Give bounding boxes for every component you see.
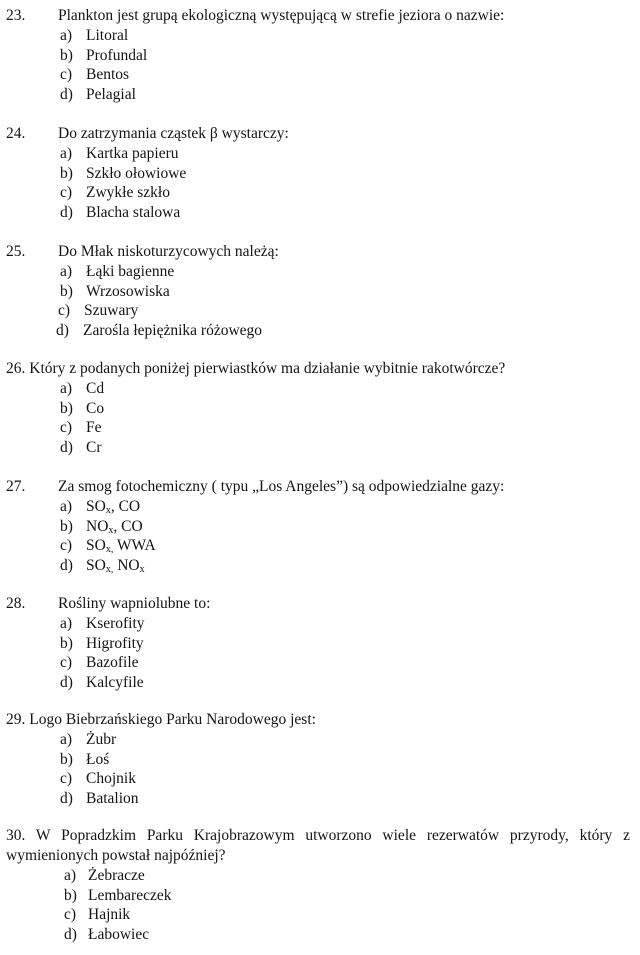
option-letter: a) bbox=[64, 867, 77, 884]
answer-option-b bbox=[0, 399, 640, 419]
question-27 bbox=[0, 477, 640, 575]
option-text: Bazofile bbox=[86, 654, 139, 671]
answer-option-b bbox=[0, 750, 640, 770]
option-letter: b) bbox=[60, 282, 73, 300]
option-text: Zarośla łepiężnika różowego bbox=[83, 321, 263, 339]
question-number: 28. bbox=[6, 595, 26, 612]
question-text: Do zatrzymania cząstek β wystarczy: bbox=[58, 125, 289, 142]
option-text: $SO_{x,}$ $NO_x$ bbox=[86, 556, 145, 575]
option-text: Kartka papieru bbox=[86, 145, 179, 162]
answer-option-c bbox=[0, 301, 640, 321]
option-letter: c) bbox=[58, 302, 71, 319]
question-header bbox=[0, 826, 640, 846]
question-number: 27. bbox=[6, 478, 26, 495]
question-number: 30. bbox=[6, 827, 26, 844]
option-text: Batalion bbox=[86, 789, 139, 807]
question-23 bbox=[0, 6, 640, 104]
option-text: Hajnik bbox=[88, 906, 131, 923]
answer-option-a bbox=[0, 262, 640, 282]
option-letter: c) bbox=[64, 906, 77, 923]
option-text: Fe bbox=[86, 419, 102, 436]
question-text: Do Młak niskoturzycowych należą: bbox=[58, 243, 279, 260]
option-letter: d) bbox=[60, 556, 73, 574]
question-header bbox=[0, 242, 640, 262]
answer-option-d bbox=[0, 203, 640, 223]
answer-option-a bbox=[0, 614, 640, 634]
option-text: Kalcyfile bbox=[86, 673, 144, 691]
answer-option-c bbox=[0, 769, 640, 789]
option-text: Łąki bagienne bbox=[86, 263, 175, 280]
question-text: Plankton jest grupą ekologiczną występującą w strefie jeziora o nazwie: bbox=[58, 7, 505, 24]
answer-option-d bbox=[0, 556, 640, 576]
answer-option-c bbox=[0, 418, 640, 438]
question-number: 23. bbox=[6, 7, 26, 24]
option-text: Szkło ołowiowe bbox=[86, 164, 187, 182]
question-text-line-1: W Popradzkim Parku Krajobrazowym utworzono wiele rezerwatów przyrody, który z bbox=[35, 827, 630, 844]
option-letter: a) bbox=[60, 731, 73, 748]
question-number: 29. bbox=[6, 711, 26, 728]
question-number: 25. bbox=[6, 243, 26, 260]
option-text: Wrzosowiska bbox=[86, 282, 170, 300]
question-header bbox=[0, 124, 640, 144]
answer-option-b bbox=[0, 282, 640, 302]
option-text: Łoś bbox=[86, 750, 110, 768]
option-text: $NO_x$, CO bbox=[86, 517, 143, 536]
option-text: Pelagial bbox=[86, 85, 136, 103]
option-letter: d) bbox=[60, 673, 73, 691]
option-letter: c) bbox=[60, 770, 73, 787]
option-letter: d) bbox=[60, 85, 73, 103]
question-text: Który z podanych poniżej pierwiastków ma działanie wybitnie rakotwórcze? bbox=[29, 360, 506, 377]
answer-option-a bbox=[0, 379, 640, 399]
question-header bbox=[0, 710, 640, 730]
option-letter: a) bbox=[60, 615, 73, 632]
option-letter: d) bbox=[60, 203, 73, 221]
answer-option-a bbox=[0, 497, 640, 517]
option-text: Łabowiec bbox=[88, 925, 150, 943]
answer-option-c bbox=[0, 65, 640, 85]
question-header bbox=[0, 477, 640, 497]
answer-option-a bbox=[0, 26, 640, 46]
answer-option-a bbox=[0, 144, 640, 164]
question-25 bbox=[0, 242, 640, 340]
option-text: Litoral bbox=[86, 27, 129, 44]
question-26 bbox=[0, 359, 640, 457]
question-text-continuation bbox=[0, 846, 640, 866]
answer-option-c bbox=[0, 905, 640, 925]
option-letter: a) bbox=[60, 145, 73, 162]
option-letter: c) bbox=[60, 184, 73, 201]
answer-option-c bbox=[0, 183, 640, 203]
option-text: Chojnik bbox=[86, 770, 136, 787]
option-text: Cr bbox=[86, 438, 102, 456]
option-text: Blacha stalowa bbox=[86, 203, 181, 221]
question-29 bbox=[0, 710, 640, 808]
question-number: 24. bbox=[6, 125, 26, 142]
answer-option-b bbox=[0, 164, 640, 184]
answer-option-d bbox=[0, 321, 640, 341]
option-text: Szuwary bbox=[84, 302, 139, 319]
answer-option-d bbox=[0, 789, 640, 809]
answer-option-b bbox=[0, 46, 640, 66]
question-text: Rośliny wapniolubne to: bbox=[58, 595, 211, 612]
question-header bbox=[0, 594, 640, 614]
option-text: Lembareczek bbox=[88, 886, 172, 904]
answer-option-a bbox=[0, 866, 640, 886]
option-letter: d) bbox=[56, 321, 69, 339]
answer-option-d bbox=[0, 673, 640, 693]
option-letter: b) bbox=[60, 517, 73, 535]
answer-option-b bbox=[0, 517, 640, 537]
option-text: Cd bbox=[86, 380, 105, 397]
answer-option-d bbox=[0, 85, 640, 105]
option-letter: b) bbox=[60, 634, 73, 652]
option-letter: d) bbox=[64, 925, 77, 943]
option-letter: a) bbox=[60, 498, 73, 515]
option-text: Co bbox=[86, 399, 105, 417]
option-text: Bentos bbox=[86, 66, 130, 83]
option-letter: a) bbox=[60, 380, 73, 397]
option-text: Żebracze bbox=[88, 867, 145, 884]
option-letter: d) bbox=[60, 438, 73, 456]
option-letter: b) bbox=[60, 164, 73, 182]
option-letter: c) bbox=[60, 66, 73, 83]
option-letter: d) bbox=[60, 789, 73, 807]
option-text: $SO_x$, CO bbox=[86, 498, 141, 516]
question-text-line-2: wymienionych powstał najpóźniej? bbox=[6, 847, 226, 864]
question-30 bbox=[0, 826, 640, 944]
option-letter: b) bbox=[60, 399, 73, 417]
option-letter: a) bbox=[60, 27, 73, 44]
question-28 bbox=[0, 594, 640, 692]
option-text: Higrofity bbox=[86, 634, 144, 652]
option-letter: c) bbox=[60, 537, 73, 554]
answer-option-d bbox=[0, 438, 640, 458]
option-text: $SO_{x,}$ WWA bbox=[86, 537, 156, 555]
option-letter: b) bbox=[60, 46, 73, 64]
option-text: Profundal bbox=[86, 46, 148, 64]
answer-option-a bbox=[0, 730, 640, 750]
option-text: Zwykłe szkło bbox=[86, 184, 170, 201]
option-letter: b) bbox=[64, 886, 77, 904]
answer-option-b bbox=[0, 886, 640, 906]
question-header bbox=[0, 359, 640, 379]
question-header bbox=[0, 6, 640, 26]
answer-option-b bbox=[0, 634, 640, 654]
option-letter: b) bbox=[60, 750, 73, 768]
option-letter: c) bbox=[60, 654, 73, 671]
option-letter: a) bbox=[60, 263, 73, 280]
question-number: 26. bbox=[6, 360, 26, 377]
question-text: Za smog fotochemiczny ( typu „Los Angeles”) są odpowiedzialne gazy: bbox=[58, 478, 505, 495]
answer-option-c bbox=[0, 536, 640, 556]
answer-option-d bbox=[0, 925, 640, 945]
option-letter: c) bbox=[60, 419, 73, 436]
option-text: Kserofity bbox=[86, 615, 145, 632]
question-24 bbox=[0, 124, 640, 222]
option-text: Żubr bbox=[86, 731, 117, 748]
answer-option-c bbox=[0, 653, 640, 673]
question-text: Logo Biebrzańskiego Parku Narodowego jest: bbox=[29, 711, 316, 728]
